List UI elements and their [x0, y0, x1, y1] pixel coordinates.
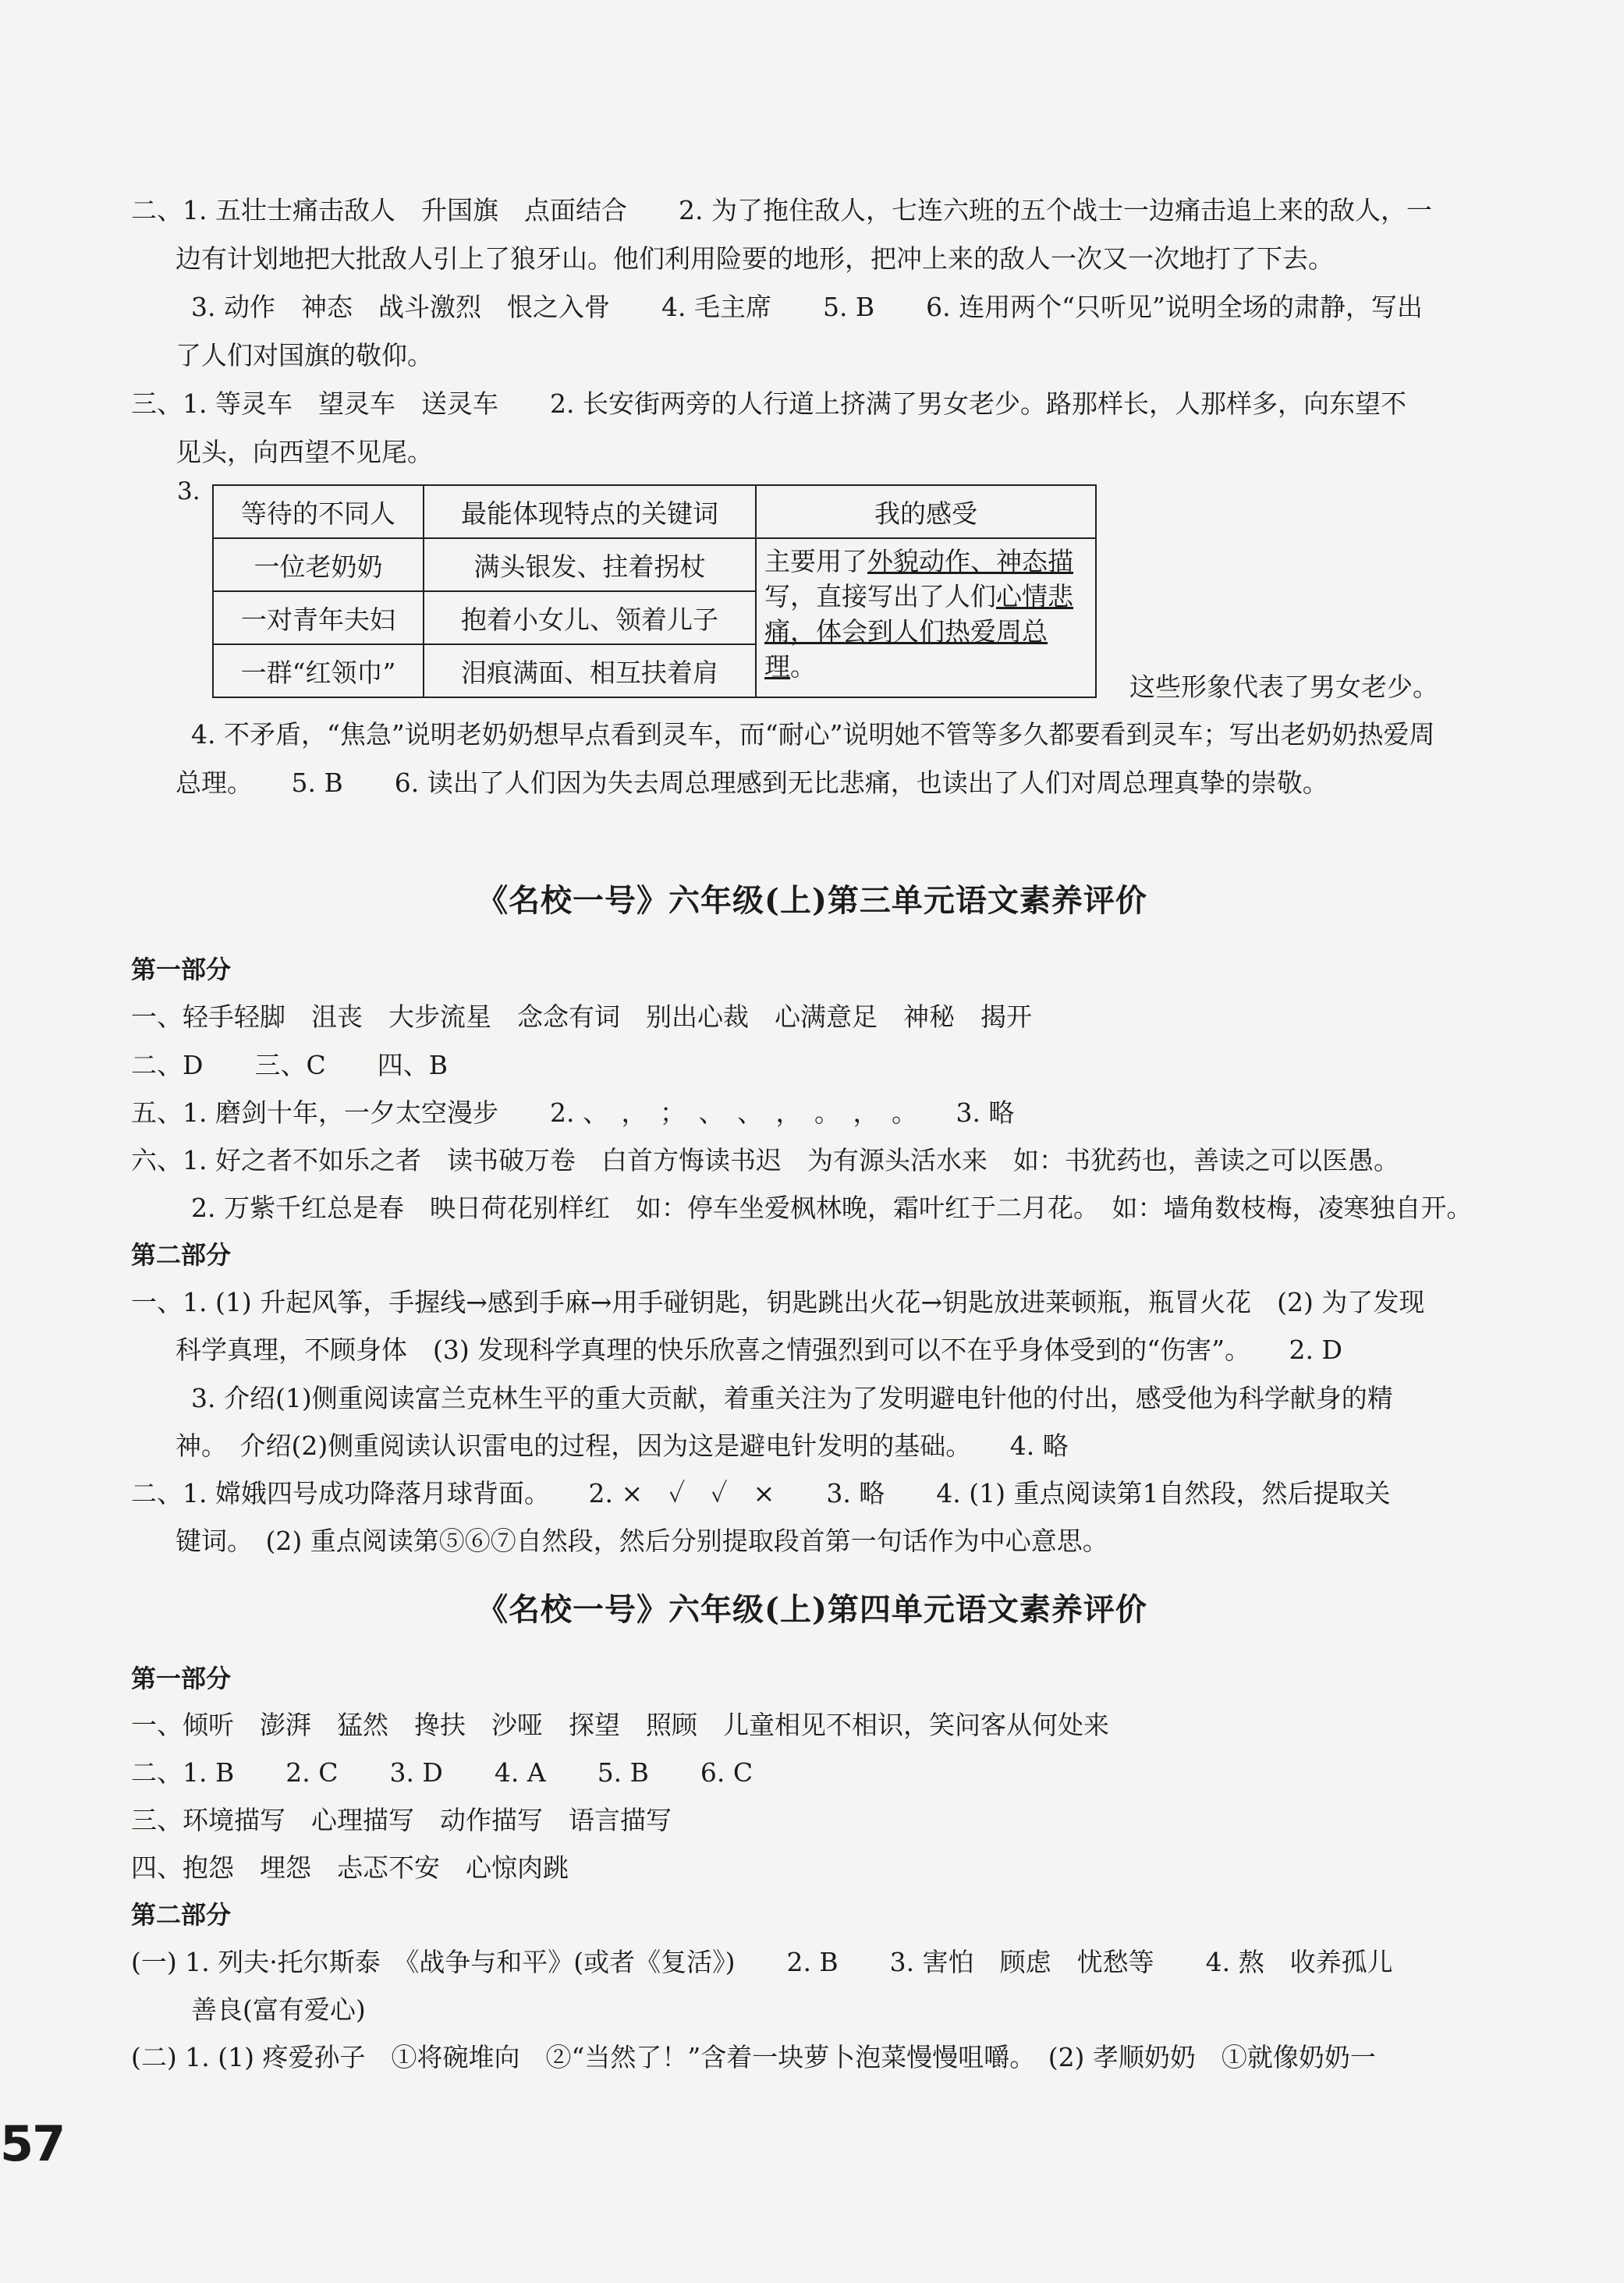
answer-line: 三、环境描写 心理描写 动作描写 语言描写 — [131, 1805, 672, 1835]
part-heading: 第一部分 — [131, 1664, 232, 1693]
table-note: 这些形象代表了男女老少。 — [1129, 672, 1438, 702]
answer-line: 边有计划地把大批敌人引上了狼牙山。他们利用险要的地形，把冲上来的敌人一次又一次地打了下去。 — [176, 243, 1334, 274]
answer-line: 3. 动作 神态 战斗激烈 恨之入骨 4. 毛主席 5. B 6. 连用两个“只听见”说明全场的肃静，写出 — [191, 292, 1423, 322]
answer-line: 二、1. 嫦娥四号成功降落月球背面。 2. × ✓ ✓ × 3. 略 4. (1) 重点阅读第1自然段，然后提取关 — [131, 1478, 1391, 1508]
answer-line: 三、1. 等灵车 望灵车 送灵车 2. 长安街两旁的人行道上挤满了男女老少。路那样长，人那样多，向东望不 — [131, 388, 1406, 419]
answer-line: 键词。 (2) 重点阅读第⑤⑥⑦自然段，然后分别提取段首第一句话作为中心意思。 — [176, 1526, 1108, 1556]
answer-line: 二、D 三、C 四、B — [131, 1050, 448, 1080]
feeling-underlined: 心情悲痛，体会到人们热爱周总理 — [764, 581, 1073, 682]
table-cell: 一位老奶奶 — [213, 538, 424, 591]
part-heading: 第二部分 — [131, 1240, 232, 1270]
feeling-underlined: 外貌动作、神态描 — [867, 546, 1073, 576]
table-cell: 泪痕满面、相互扶着肩 — [424, 644, 756, 697]
section-title: 《名校一号》六年级(上)第四单元语文素养评价 — [477, 1591, 1147, 1628]
answer-line: 4. 不矛盾，“焦急”说明老奶奶想早点看到灵车，而“耐心”说明她不管等多久都要看到灵车；写出老奶奶热爱周 — [191, 719, 1435, 750]
answer-line: 二、1. B 2. C 3. D 4. A 5. B 6. C — [131, 1757, 753, 1788]
table-cell: 一群“红领巾” — [213, 644, 424, 697]
table-number: 3. — [177, 477, 200, 505]
table-cell: 满头银发、拄着拐杖 — [424, 538, 756, 591]
part-heading: 第一部分 — [131, 955, 232, 984]
table-header: 最能体现特点的关键词 — [424, 485, 756, 538]
answer-line: 四、抱怨 埋怨 忐忑不安 心惊肉跳 — [131, 1852, 569, 1883]
answer-line: 二、1. 五壮士痛击敌人 升国旗 点面结合 2. 为了拖住敌人，七连六班的五个战士一边痛击追上来的敌人，一 — [131, 195, 1432, 225]
answer-line: 3. 介绍(1)侧重阅读富兰克林生平的重大贡献，着重关注为了发明避电针他的付出，感受他为科学献身的精 — [191, 1383, 1393, 1413]
answer-line: 科学真理，不顾身体 (3) 发现科学真理的快乐欣喜之情强烈到可以不在乎身体受到的“伤害”。 2. D — [176, 1335, 1342, 1365]
answer-table — [212, 484, 1097, 698]
feeling-text: 主要用了 — [764, 546, 867, 576]
table-cell: 一对青年夫妇 — [213, 591, 424, 644]
answer-line: 五、1. 磨剑十年，一夕太空漫步 2. 、 ， ； 、 、 ， 。 ， 。 3. 略 — [131, 1097, 1015, 1128]
answer-line: 一、1. (1) 升起风筝，手握线→感到手麻→用手碰钥匙，钥匙跳出火花→钥匙放进莱顿瓶，瓶冒火花 (2) 为了发现 — [131, 1287, 1425, 1317]
answer-line: 一、倾听 澎湃 猛然 搀扶 沙哑 探望 照顾 儿童相见不相识，笑问客从何处来 — [131, 1710, 1109, 1740]
table-header: 等待的不同人 — [213, 485, 424, 538]
section-title: 《名校一号》六年级(上)第三单元语文素养评价 — [477, 882, 1147, 919]
answer-line: 神。 介绍(2)侧重阅读认识雷电的过程，因为这是避电针发明的基础。 4. 略 — [176, 1430, 1069, 1461]
table-header: 我的感受 — [756, 485, 1096, 538]
answer-line: 六、1. 好之者不如乐之者 读书破万卷 白首方悔读书迟 为有源头活水来 如：书犹药也，善读之可以医愚。 — [131, 1145, 1399, 1175]
answer-line: (二) 1. (1) 疼爱孙子 ①将碗堆向 ②“当然了！”含着一块萝卜泡菜慢慢咀嚼。 (2) 孝顺奶奶 ①就像奶奶一 — [131, 2042, 1376, 2072]
answer-line: 见头，向西望不见尾。 — [176, 437, 433, 467]
answer-line: 一、轻手轻脚 沮丧 大步流星 念念有词 别出心裁 心满意足 神秘 揭开 — [131, 1001, 1032, 1032]
feeling-text: 写，直接写出了人们 — [764, 581, 996, 612]
table-header-row — [213, 485, 1096, 538]
table-cell: 抱着小女儿、领着儿子 — [424, 591, 756, 644]
page-number: 57 — [0, 2115, 65, 2172]
answer-line: (一) 1. 列夫·托尔斯泰 《战争与和平》(或者《复活》) 2. B 3. 害怕 顾虑 忧愁等 4. 熬 收养孤儿 — [131, 1947, 1393, 1977]
feeling-cell — [756, 538, 1096, 697]
answer-line: 2. 万紫千红总是春 映日荷花别样红 如：停车坐爱枫林晚，霜叶红于二月花。 如：墙角数枝梅，凌寒独自开。 — [191, 1193, 1473, 1223]
feeling-text: 。 — [790, 651, 816, 682]
answer-line: 善良(富有爱心) — [191, 1994, 366, 2025]
answer-line: 总理。 5. B 6. 读出了人们因为失去周总理感到无比悲痛，也读出了人们对周总理真挚的崇敬。 — [176, 767, 1328, 798]
part-heading: 第二部分 — [131, 1900, 232, 1930]
answer-line: 了人们对国旗的敬仰。 — [176, 340, 433, 370]
table-row — [213, 538, 1096, 591]
